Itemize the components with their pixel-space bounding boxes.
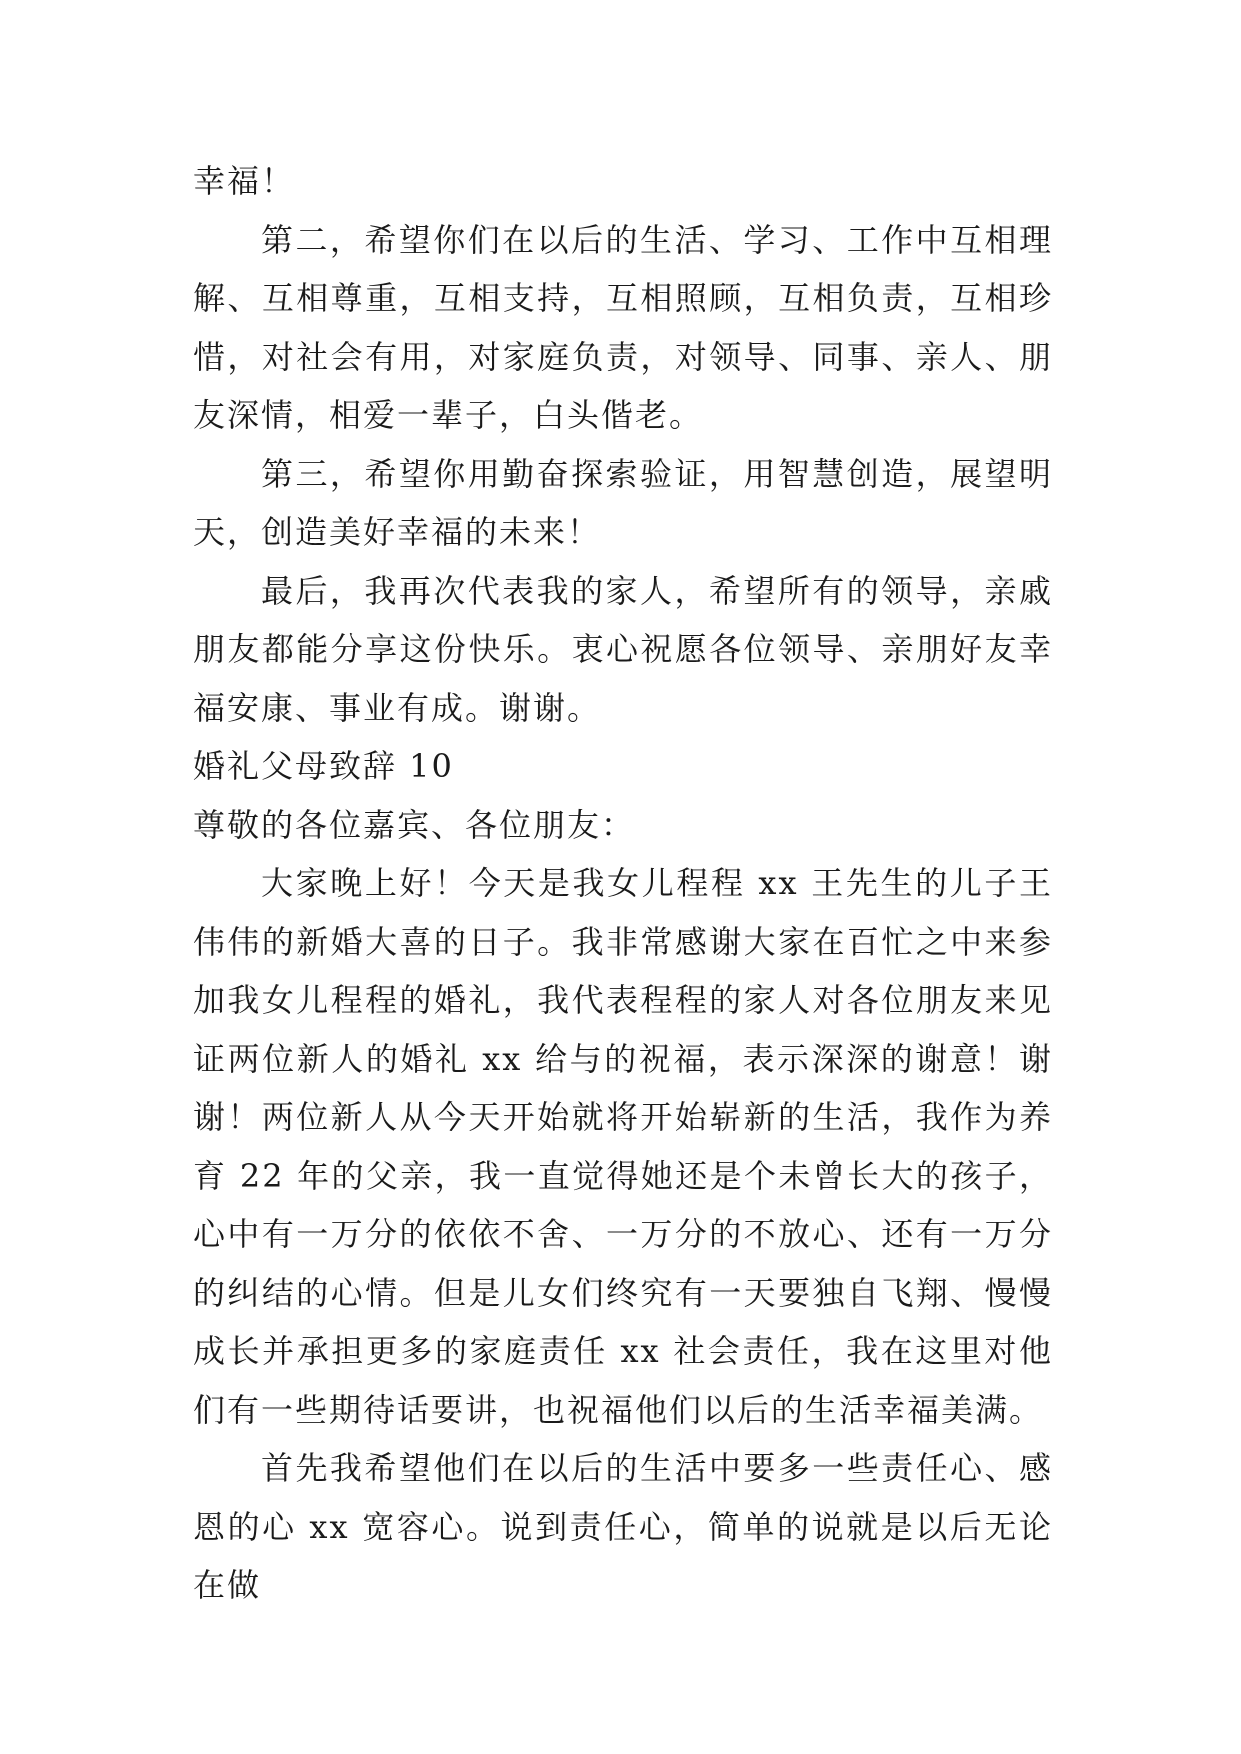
section-heading: 婚礼父母致辞 10: [193, 747, 454, 785]
salutation: 尊敬的各位嘉宾、各位朋友：: [193, 805, 636, 844]
paragraph-third-wish: 第三，希望你用勤奋探索验证，用智慧创造，展望明天，创造美好幸福的未来！: [193, 454, 1053, 551]
paragraph-second-wish: 第二，希望你们在以后的生活、学习、工作中互相理解、互相尊重，互相支持，互相照顾，互相负责，互相珍惜，对社会有用，对家庭负责，对领导、同事、亲人、朋友深情，相爱一辈子，白头偕老。: [193, 220, 1053, 434]
paragraph-first-hope: 首先我希望他们在以后的生活中要多一些责任心、感恩的心 xx 宽容心。说到责任心，简单的说就是以后无论在做: [193, 1449, 1053, 1604]
paragraph-greeting: 大家晚上好！今天是我女儿程程 xx 王先生的儿子王伟伟的新婚大喜的日子。我非常感谢大家在百忙之中来参加我女儿程程的婚礼，我代表程程的家人对各位朋友来见证两位新人的婚礼 xx 给与的祝福，表示深深的谢意！谢谢！两位新人从今天开始就将开始崭新的生活，我作为养育 22 年的父亲，我一直觉得她还是个未曾长大的孩子，心中有一万分的依依不舍、一万分的不放心、还有一万分的纠结的心情。但是儿女们终究有一天要独自飞翔、慢慢成长并承担更多的家庭责任 xx 社会责任，我在这里对他们有一些期待话要讲，也祝福他们以后的生活幸福美满。: [193, 864, 1053, 1429]
paragraph-closing-fragment: 幸福！: [193, 162, 296, 200]
document-body: [193, 152, 1053, 1615]
paragraph-final-thanks: 最后，我再次代表我的家人，希望所有的领导，亲戚朋友都能分享这份快乐。衷心祝愿各位领导、亲朋好友幸福安康、事业有成。谢谢。: [193, 571, 1053, 727]
